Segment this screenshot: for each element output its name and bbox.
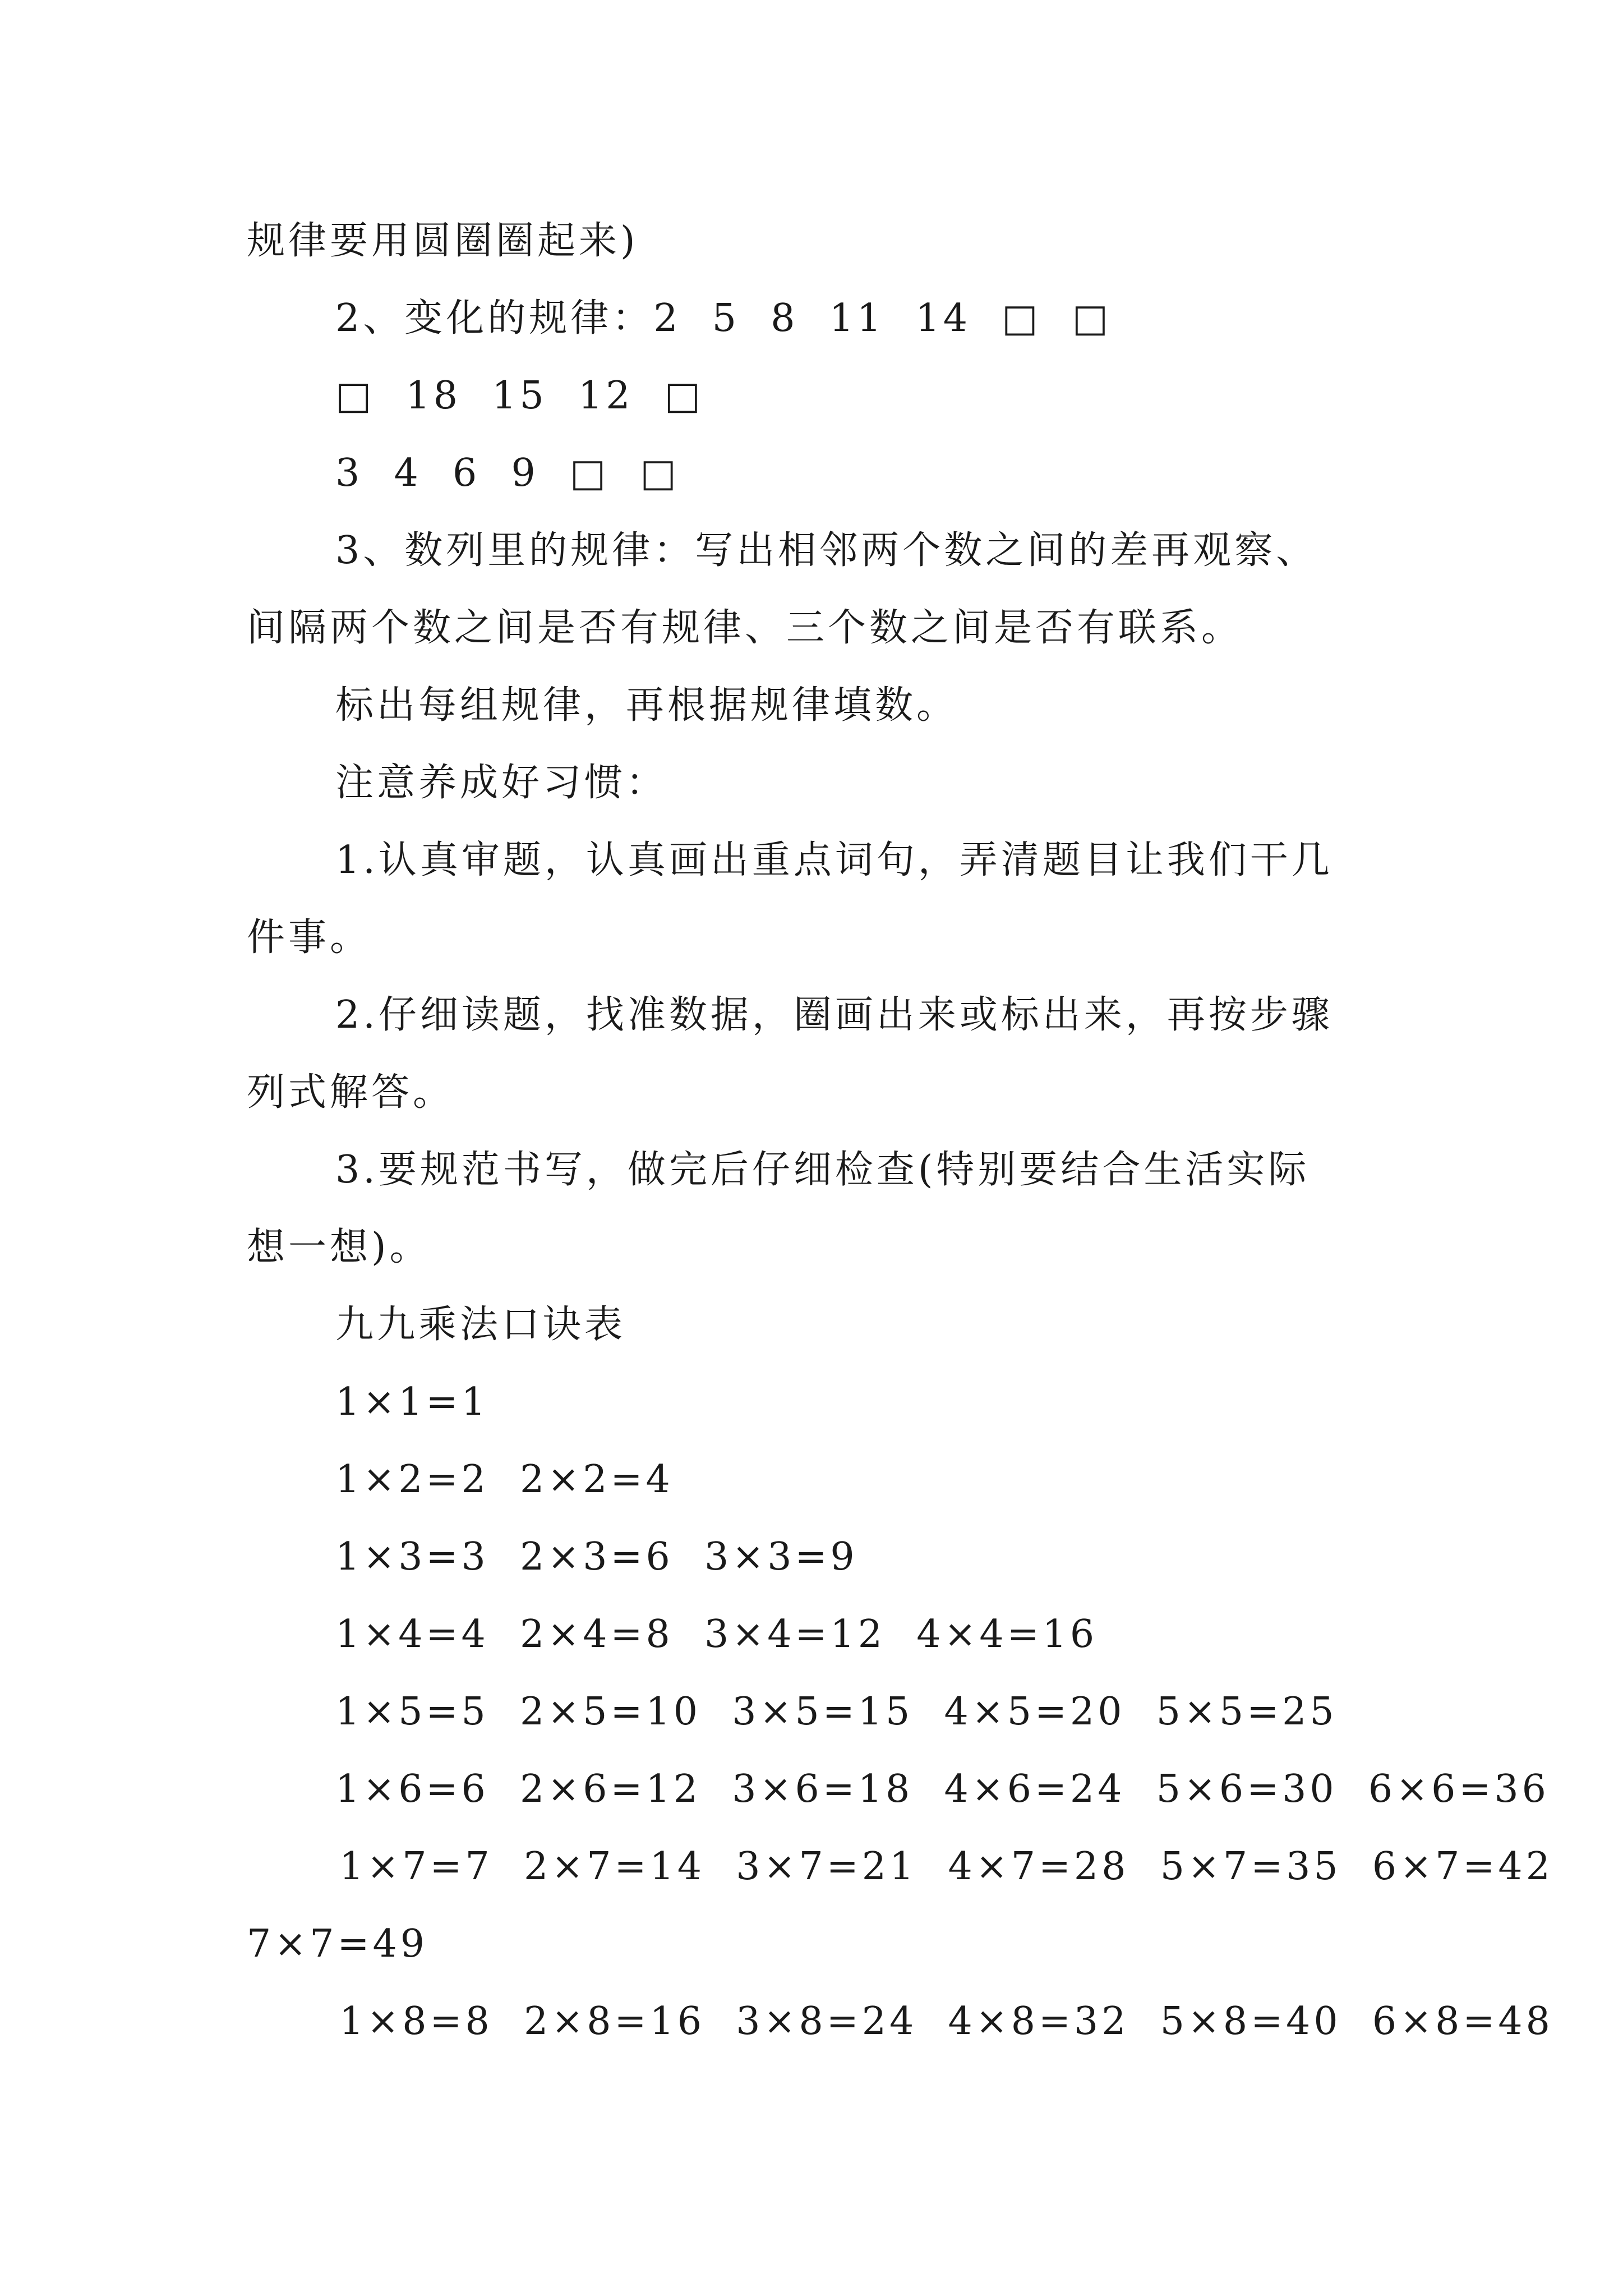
text-line: 7×7=49 (247, 1922, 428, 1966)
text-line: 想一想)。 (247, 1225, 431, 1269)
text-line: 间隔两个数之间是否有规律、三个数之间是否有联系。 (247, 606, 1243, 650)
text-line: 3、数列里的规律：写出相邻两个数之间的差再观察、 (335, 528, 1318, 573)
text-line: 件事。 (247, 915, 372, 960)
text-line: 1×2=2 2×2=4 (335, 1457, 674, 1502)
text-line: 标出每组规律，再根据规律填数。 (335, 683, 958, 728)
text-line: 2、变化的规律：2 5 8 11 14 □ □ (335, 296, 1112, 341)
text-line: 3 4 6 9 □ □ (335, 451, 680, 495)
text-line: 1×8=8 2×8=16 3×8=24 4×8=32 5×8=40 6×8=48 (339, 1999, 1553, 2044)
text-line: 1.认真审题，认真画出重点词句，弄清题目让我们干几 (335, 838, 1333, 882)
text-line: 九九乘法口诀表 (335, 1303, 626, 1347)
text-line: 1×5=5 2×5=10 3×5=15 4×5=20 5×5=25 (335, 1690, 1338, 1734)
text-line: 1×4=4 2×4=8 3×4=12 4×4=16 (335, 1612, 1098, 1657)
text-line: □ 18 15 12 □ (335, 374, 704, 418)
text-line: 列式解答。 (247, 1070, 455, 1115)
text-line: 1×7=7 2×7=14 3×7=21 4×7=28 5×7=35 6×7=42 (339, 1844, 1553, 1889)
text-line: 规律要用圆圈圈起来) (247, 219, 639, 263)
text-line: 1×3=3 2×3=6 3×3=9 (335, 1535, 858, 1579)
text-line: 1×6=6 2×6=12 3×6=18 4×6=24 5×6=30 6×6=36 (335, 1767, 1550, 1811)
text-line: 1×1=1 (335, 1380, 489, 1424)
text-line: 2.仔细读题，找准数据，圈画出来或标出来，再按步骤 (335, 993, 1333, 1037)
text-line: 3.要规范书写，做完后仔细检查(特别要结合生活实际 (335, 1148, 1310, 1192)
text-line: 注意养成好习惯： (335, 761, 668, 805)
